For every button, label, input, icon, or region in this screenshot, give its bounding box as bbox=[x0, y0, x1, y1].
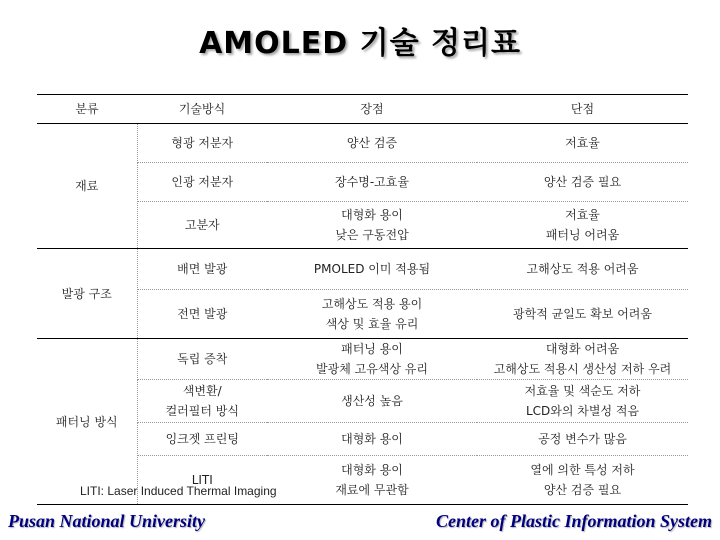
method-line: 형광 저분자 bbox=[171, 136, 234, 150]
cons-line: 저효율 bbox=[565, 136, 600, 150]
pros-cell bbox=[267, 249, 477, 290]
method-line: 컬러필터 방식 bbox=[165, 404, 239, 418]
method-line: 색변환/ bbox=[182, 384, 222, 398]
method-cell bbox=[137, 290, 267, 339]
pros-line: PMOLED 이미 적용됨 bbox=[313, 262, 431, 276]
cons-cell bbox=[477, 290, 688, 339]
technology-table bbox=[37, 94, 688, 505]
cons-cell bbox=[477, 124, 688, 163]
method-line: 배면 발광 bbox=[177, 262, 228, 276]
header-category: 분류 bbox=[37, 95, 137, 124]
pros-cell bbox=[267, 339, 477, 380]
pros-line: 양산 검증 bbox=[346, 136, 398, 150]
cons-line: 고해상도 적용 어려움 bbox=[526, 262, 639, 276]
method-cell bbox=[137, 249, 267, 290]
pros-cell bbox=[267, 124, 477, 163]
pros-line: 낮은 구동전압 bbox=[335, 228, 409, 242]
category-cell: 발광 구조 bbox=[37, 249, 137, 339]
method-line: 잉크젯 프린팅 bbox=[165, 432, 239, 446]
cons-cell bbox=[477, 339, 688, 380]
method-line: 고분자 bbox=[184, 218, 220, 232]
header-pros: 장점 bbox=[267, 95, 477, 124]
header-method: 기술방식 bbox=[137, 95, 267, 124]
method-line: 독립 증착 bbox=[177, 352, 228, 366]
cons-line: 저효율 bbox=[565, 208, 600, 222]
cons-line: 공정 변수가 많음 bbox=[538, 432, 627, 446]
pros-line: 대형화 용이 bbox=[341, 432, 403, 446]
table-row bbox=[37, 124, 688, 163]
footer-university: Pusan National University bbox=[8, 511, 206, 531]
category-cell: 재료 bbox=[37, 124, 137, 249]
cons-cell bbox=[477, 202, 688, 249]
category-cell: 패터닝 방식 bbox=[37, 339, 137, 505]
pros-cell bbox=[267, 380, 477, 423]
pros-cell bbox=[267, 202, 477, 249]
pros-line: 색상 및 효율 유리 bbox=[325, 317, 419, 331]
method-cell bbox=[137, 380, 267, 423]
header-cons: 단점 bbox=[477, 95, 688, 124]
cons-line: 양산 검증 필요 bbox=[543, 175, 622, 189]
cons-line: 광학적 균일도 확보 어려움 bbox=[513, 307, 652, 321]
cons-cell bbox=[477, 249, 688, 290]
pros-line: 고해상도 적용 용이 bbox=[321, 297, 423, 311]
pros-cell bbox=[267, 423, 477, 456]
pros-line: 생산성 높음 bbox=[341, 394, 403, 408]
cons-line: 저효율 및 색순도 저하 bbox=[524, 384, 641, 398]
footnote: LITI: Laser Induced Thermal Imaging bbox=[80, 484, 277, 498]
pros-line: 발광체 고유색상 유리 bbox=[316, 362, 428, 376]
page-title: AMOLED 기술 정리표 bbox=[199, 26, 521, 61]
cons-cell bbox=[477, 456, 688, 505]
table-body bbox=[37, 95, 688, 505]
cons-cell bbox=[477, 423, 688, 456]
method-line: 인광 저분자 bbox=[171, 175, 234, 189]
pros-line: 패터닝 용이 bbox=[341, 342, 403, 356]
pros-cell bbox=[267, 163, 477, 202]
pros-line: 재료에 무관함 bbox=[335, 483, 409, 497]
cons-cell bbox=[477, 163, 688, 202]
cons-line: 양산 검증 필요 bbox=[543, 483, 622, 497]
method-cell bbox=[137, 339, 267, 380]
cons-cell bbox=[477, 380, 688, 423]
table-row bbox=[37, 339, 688, 380]
method-cell bbox=[137, 202, 267, 249]
footer-center: Center of Plastic Information System bbox=[435, 511, 712, 531]
pros-cell bbox=[267, 456, 477, 505]
method-cell bbox=[137, 124, 267, 163]
method-cell bbox=[137, 423, 267, 456]
pros-cell bbox=[267, 290, 477, 339]
method-cell bbox=[137, 163, 267, 202]
table-row bbox=[37, 249, 688, 290]
pros-line: 장수명-고효율 bbox=[335, 175, 409, 189]
pros-line: 대형화 용이 bbox=[341, 208, 403, 222]
cons-line: 패터닝 어려움 bbox=[545, 228, 620, 242]
cons-line: 고해상도 적용시 생산성 저하 우려 bbox=[493, 362, 672, 376]
pros-line: 대형화 용이 bbox=[341, 463, 403, 477]
method-line: LITI bbox=[191, 473, 213, 487]
header-row bbox=[37, 95, 688, 124]
method-line: 전면 발광 bbox=[177, 307, 228, 321]
cons-line: LCD와의 차별성 적음 bbox=[525, 404, 640, 418]
cons-line: 대형화 어려움 bbox=[545, 342, 620, 356]
cons-line: 열에 의한 특성 저하 bbox=[530, 463, 635, 477]
